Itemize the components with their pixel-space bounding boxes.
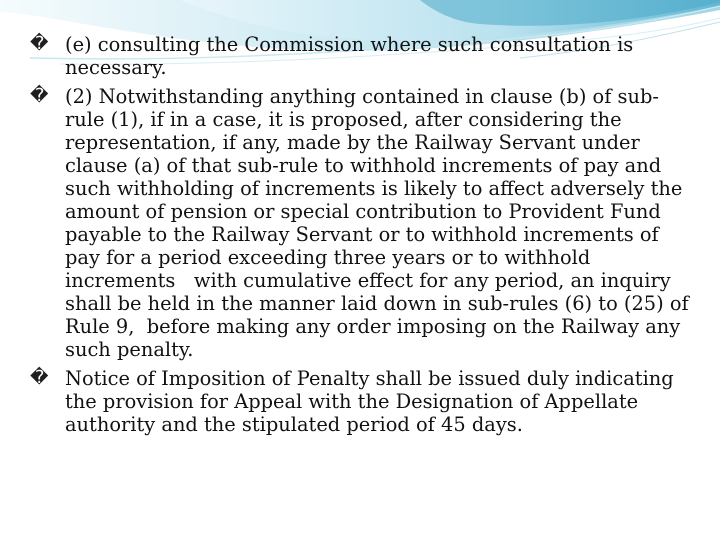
paragraph-text: (2) Notwithstanding anything contained in clause (b) of sub-rule (1), if in a case, it is proposed, after considering the representation, if any, made by the Railway Servant under clause (a) of that sub-rule to withhold increments of pay and such withholding of increments is likely to affect adversely the amount of pension or special contribution to Provident Fund payable to the Railway Servant or to withhold increments of pay for a period exceeding three years or to withhold increments with cumulative effect for any period, an inquiry shall be held in the manner laid down in sub-rules (6) to (25) of Rule 9, before making any order imposing on the Railway any such penalty. bbox=[65, 85, 695, 361]
paragraph-text: Notice of Imposition of Penalty shall be issued duly indicating the provision for Appeal with the Designation of Appellate authority and the stipulated period of 45 days. bbox=[65, 367, 680, 436]
bullet-glyph: � bbox=[30, 367, 49, 388]
bullet-glyph: � bbox=[30, 85, 49, 106]
slide-body bbox=[30, 33, 695, 442]
bullet-glyph: � bbox=[30, 33, 49, 54]
bullet-paragraph-clause-e bbox=[30, 33, 690, 79]
bullet-paragraph-rule-2 bbox=[30, 85, 695, 361]
paragraph-text: (e) consulting the Commission where such consultation is necessary. bbox=[65, 33, 640, 79]
bullet-paragraph-notice bbox=[30, 367, 690, 436]
